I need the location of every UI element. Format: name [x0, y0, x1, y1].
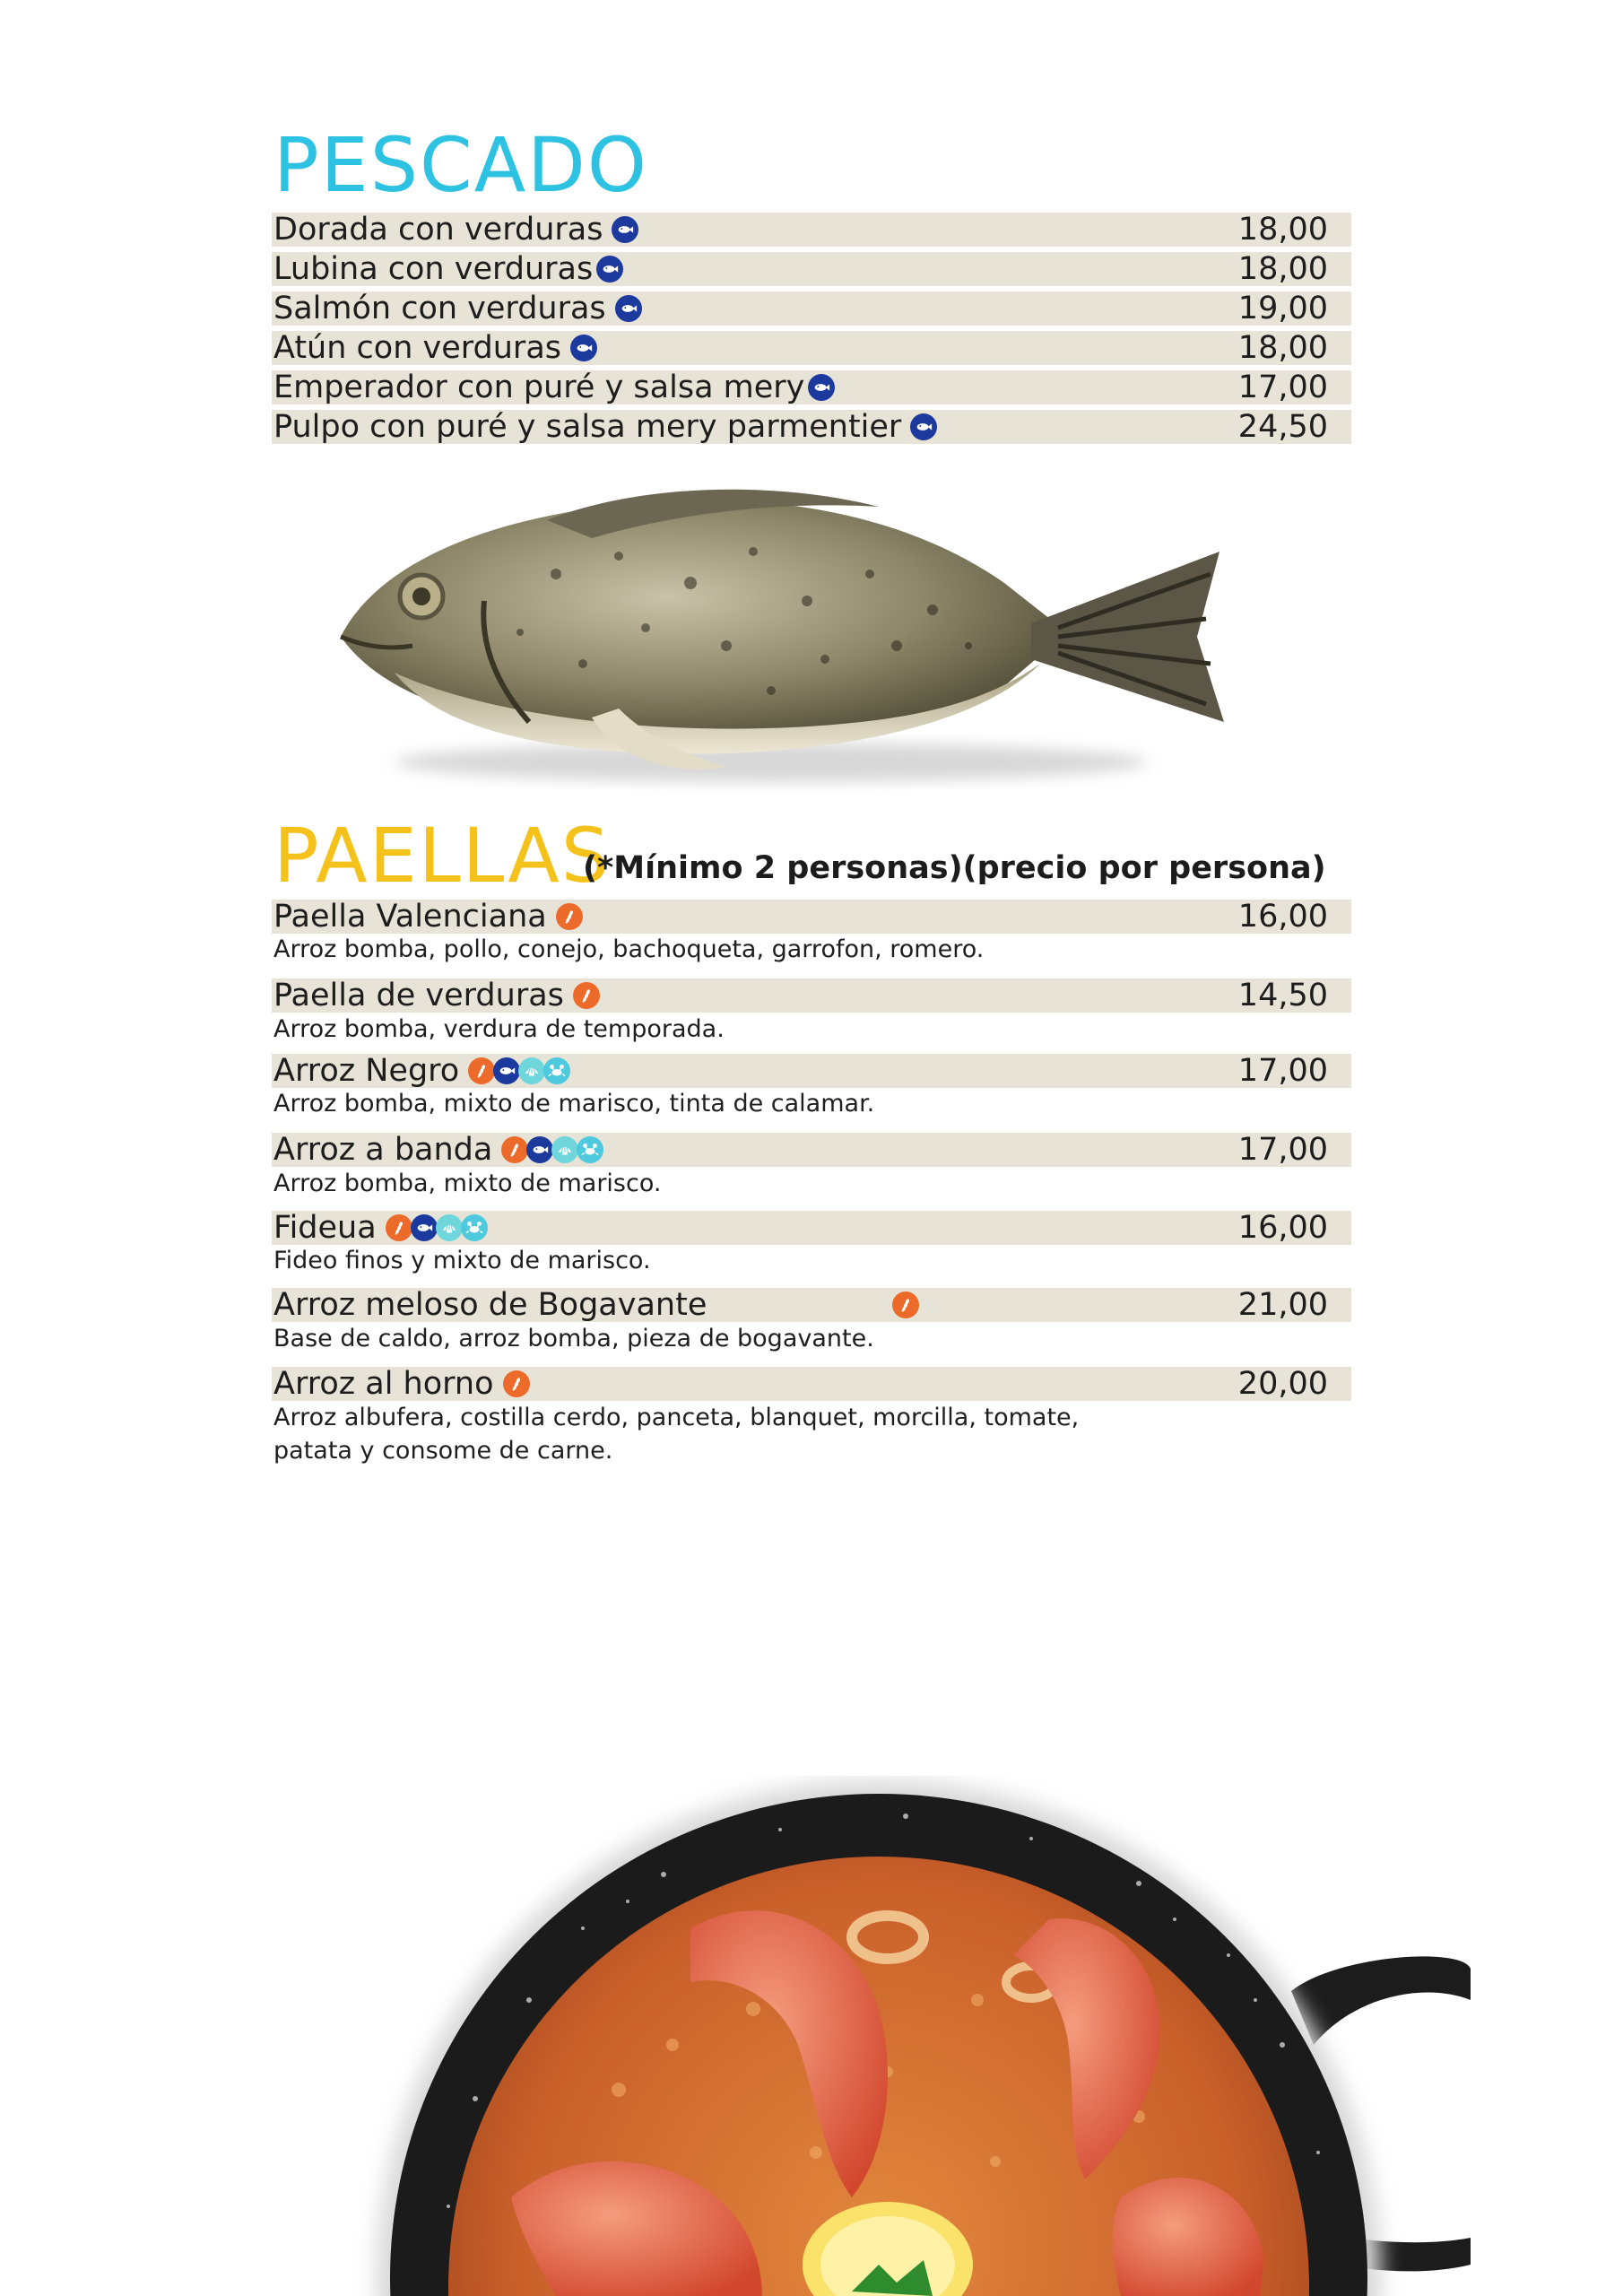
menu-row [272, 1054, 1351, 1088]
menu-row [272, 291, 1351, 326]
mollusc-allergen-icon [436, 1214, 463, 1241]
crustacean-allergen-icon [461, 1214, 488, 1241]
dish-name-text: Paella de verduras [273, 978, 564, 1013]
gluten-allergen-icon [386, 1214, 412, 1241]
menu-row [272, 252, 1351, 286]
dish-price: 24,50 [1237, 409, 1328, 445]
dish-price: 16,00 [1237, 1210, 1328, 1246]
dish-price: 18,00 [1237, 330, 1328, 366]
menu-row [272, 1133, 1351, 1167]
dish-description: Arroz albufera, costilla cerdo, panceta, blanquet, morcilla, tomate, [273, 1404, 1080, 1431]
dish-name [273, 289, 640, 328]
dish-name-text: Dorada con verduras [273, 212, 603, 248]
dish-name [273, 328, 595, 368]
dish-description: Arroz bomba, mixto de marisco, tinta de calamar. [273, 1090, 875, 1118]
dish-name-text: Arroz Negro [273, 1053, 460, 1089]
dish-name [273, 407, 935, 447]
dish-price: 18,00 [1237, 212, 1328, 248]
menu-row [272, 978, 1351, 1013]
dish-name-text: Paella Valenciana [273, 899, 547, 935]
dish-name-text: Arroz al horno [273, 1366, 494, 1402]
dish-name-text: Lubina con verduras [273, 251, 594, 287]
dish-name [273, 1130, 602, 1170]
fish-allergen-icon [526, 1136, 553, 1163]
pescado-section-title: PESCADO [273, 121, 648, 209]
fish-allergen-icon [612, 216, 638, 243]
dish-price: 16,00 [1237, 899, 1328, 935]
dish-price: 19,00 [1237, 291, 1328, 326]
crustacean-allergen-icon [543, 1057, 570, 1084]
menu-row [272, 1211, 1351, 1245]
mollusc-allergen-icon [518, 1057, 545, 1084]
gluten-allergen-icon [573, 982, 600, 1009]
dish-price: 17,00 [1237, 1132, 1328, 1168]
menu-row [272, 1288, 1351, 1322]
dish-name [273, 249, 621, 289]
menu-row [272, 331, 1351, 365]
dish-name [273, 1364, 528, 1404]
fish-allergen-icon [910, 413, 937, 440]
dish-price: 14,50 [1237, 978, 1328, 1013]
menu-row [272, 900, 1351, 934]
dish-name [273, 1208, 486, 1248]
grilled-fish-image [323, 466, 1255, 807]
fish-allergen-icon [570, 335, 597, 361]
dish-price: 18,00 [1237, 251, 1328, 287]
dish-price: 21,00 [1237, 1287, 1328, 1323]
gluten-allergen-icon [892, 1292, 919, 1318]
dish-name-text: Emperador con puré y salsa mery [273, 370, 805, 405]
dish-description-line2: patata y consome de carne. [273, 1437, 613, 1465]
dish-name-text: Atún con verduras [273, 330, 561, 366]
menu-row [272, 213, 1351, 247]
menu-row [272, 1367, 1351, 1401]
mollusc-allergen-icon [551, 1136, 578, 1163]
dish-description: Arroz bomba, pollo, conejo, bachoqueta, garrofon, romero. [273, 935, 985, 963]
dish-name-text: Pulpo con puré y salsa mery parmentier [273, 409, 902, 445]
dish-description: Arroz bomba, mixto de marisco. [273, 1170, 662, 1197]
fish-allergen-icon [615, 295, 642, 322]
dish-name-text: Arroz meloso de Bogavante [273, 1287, 707, 1323]
menu-row [272, 410, 1351, 444]
paellas-note: (*Mínimo 2 personas)(precio por persona) [583, 850, 1326, 886]
dish-name [273, 1051, 568, 1091]
gluten-allergen-icon [503, 1370, 530, 1397]
paella-pan-image [350, 1776, 1497, 2296]
fish-allergen-icon [596, 256, 623, 283]
dish-name [273, 210, 637, 249]
fish-allergen-icon [808, 374, 835, 401]
dish-name [273, 976, 598, 1015]
gluten-allergen-icon [556, 903, 583, 930]
gluten-allergen-icon [501, 1136, 528, 1163]
gluten-allergen-icon [468, 1057, 495, 1084]
dish-name-text: Salmón con verduras [273, 291, 606, 326]
dish-name-text: Fideua [273, 1210, 377, 1246]
crustacean-allergen-icon [577, 1136, 603, 1163]
dish-description: Arroz bomba, verdura de temporada. [273, 1015, 725, 1043]
dish-name [273, 897, 581, 936]
dish-name [273, 1285, 707, 1325]
dish-price: 20,00 [1237, 1366, 1328, 1402]
fish-allergen-icon [411, 1214, 438, 1241]
menu-row [272, 370, 1351, 404]
fish-allergen-icon [493, 1057, 520, 1084]
dish-description: Base de caldo, arroz bomba, pieza de bogavante. [273, 1325, 874, 1352]
dish-name-text: Arroz a banda [273, 1132, 493, 1168]
dish-price: 17,00 [1237, 1053, 1328, 1089]
dish-price: 17,00 [1237, 370, 1328, 405]
dish-name [273, 368, 833, 407]
paellas-section-title: PAELLAS [273, 812, 612, 900]
dish-description: Fideo finos y mixto de marisco. [273, 1247, 651, 1274]
